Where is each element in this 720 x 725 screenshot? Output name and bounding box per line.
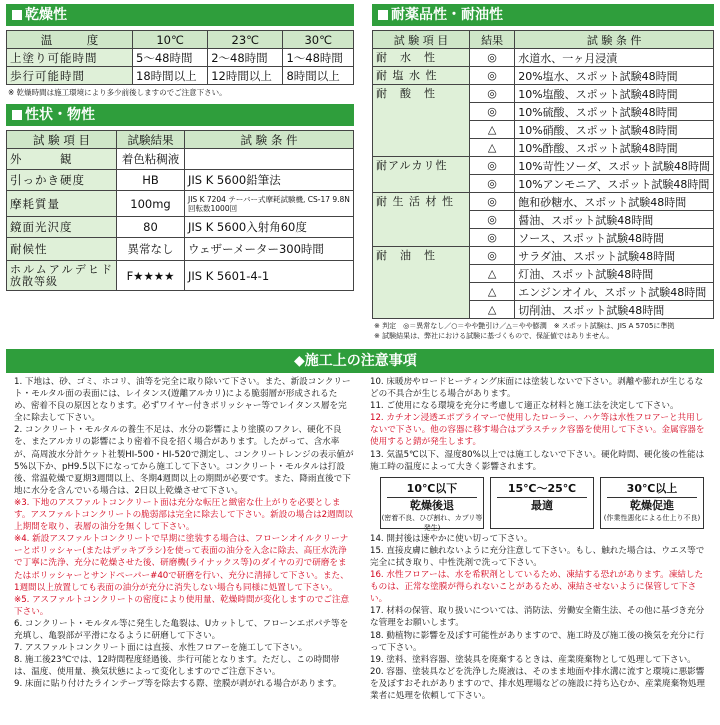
result-mark: ◎: [470, 157, 515, 175]
header-cell: 試験結果: [117, 131, 185, 149]
caution-item: ※4. 新設アスファルトコンクリートで早期に塗装する場合は、フローンオイルクリーナーとポリッシャー(またはデッキブラシ)を使って表面の油分を入念に除去、高圧水洗浄で丁寧に洗浄、充分に乾燥させた後、研磨機(ライナックス等)のダイヤの刃で研磨をまたはポリッシャーとサンドペーパー#40で研磨を行い、充分に清掃して下さい。また、1週間以上放置しても表面の油分が充分に消失しない場合も同様に処置して下さい。: [14, 534, 349, 593]
table-row: [7, 238, 354, 261]
temperature-box-temp: 10℃以下: [387, 481, 477, 498]
test-condition: ソース、スポット試験48時間: [515, 229, 714, 247]
header-cell: 30℃: [283, 31, 354, 49]
result-mark: ◎: [470, 85, 515, 103]
header-cell: 結果: [470, 31, 515, 49]
square-bullet-icon: [12, 110, 22, 120]
table-cell: 80: [117, 217, 185, 238]
row-label: 耐 塩 水 性: [373, 67, 470, 85]
chemical-title: 耐薬品性・耐油性: [391, 7, 503, 23]
temperature-box-temp: 30℃以上: [607, 481, 697, 498]
caution-item: 13. 気温5℃以下、湿度80%以上では施工しないで下さい。硬化時間、硬化後の性能は施工時の温度によって大きく影響されます。: [370, 449, 705, 472]
row-label: 耐 酸 性: [373, 85, 470, 157]
table-cell: 2～48時間: [208, 49, 283, 67]
table-row: [373, 49, 714, 67]
test-condition: 10%酢酸、スポット試験48時間: [515, 139, 714, 157]
caution-right-column: [370, 376, 710, 702]
result-mark: ◎: [470, 193, 515, 211]
temperature-box-label: 最適: [531, 498, 553, 512]
result-mark: ◎: [470, 211, 515, 229]
temperature-box-label: 乾燥促進: [630, 498, 674, 512]
square-bullet-icon: [12, 10, 22, 20]
test-condition: 飽和砂糖水、スポット試験48時間: [515, 193, 714, 211]
table-row: [7, 217, 354, 238]
test-condition: 切削油、スポット試験48時間: [515, 301, 714, 319]
caution-item: 15. 直接皮膚に触れないように充分注意して下さい。もし、触れた場合は、ウエス等で完全に拭き取り、中性洗剤で洗って下さい。: [370, 545, 705, 568]
caution-item: 8. 施工後23℃では、12時間程度経過後、歩行可能となります。ただし、この時間帯は、温度、使用量、換気状態によって変化しますのでご注意下さい。: [14, 655, 340, 678]
header-cell: 10℃: [133, 31, 208, 49]
temperature-box: [600, 477, 704, 529]
table-cell: 着色粘稠液: [117, 149, 185, 170]
temperature-box-label: 乾燥後退: [410, 498, 454, 512]
caution-item: 1. 下地は、砂、ゴミ、ホコリ、油等を完全に取り除いて下さい。また、新設コンクリート・モルタル面の表面には、レイタンス(遊離アルカリ)による脆弱層が形成されるため、密着不良の原因となります。必ずワイヤー付きポリッシャー等でレイタンス層を完全に除去して下さい。: [14, 377, 351, 424]
table-cell: 5～48時間: [133, 49, 208, 67]
temperature-box: [380, 477, 484, 532]
test-condition: 水道水、一ヶ月浸漬: [515, 49, 714, 67]
result-mark: △: [470, 139, 515, 157]
table-row: [373, 247, 714, 265]
result-mark: ◎: [470, 175, 515, 193]
chemical-note: ※ 判定 ◎＝異常なし／○＝やや艶引け／△＝やや膨潤 ※ スポット試験は、JIS A 5705に準拠: [374, 322, 675, 330]
caution-item: 12. カチオン浸透エポプライマーで使用したローラー、ハケ等は水性フロアーと共用しないで下さい。他の容器に移す場合はプラスチック容器を使用して下さい。金属容器を使用すると錆が発生します。: [370, 413, 705, 448]
chemical-note: ※ 試験結果は、弊社における試験に基づくもので、保証値ではありません。: [374, 332, 614, 340]
table-cell: 8時間以上: [283, 67, 354, 85]
table-cell: ウェザーメーター300時間: [185, 238, 354, 261]
row-label: 引っかき硬度: [7, 170, 117, 191]
left-column: [6, 4, 354, 291]
caution-body: [6, 376, 714, 722]
caution-item: 19. 塗料、塗料容器、塗装具を廃棄するときは、産業廃棄物として処理して下さい。: [370, 654, 696, 665]
table-cell: 18時間以上: [133, 67, 208, 85]
result-mark: △: [470, 121, 515, 139]
chemical-section-header: [372, 4, 714, 26]
table-row: [7, 149, 354, 170]
row-label: 耐 生 活 材 性: [373, 193, 470, 247]
caution-right-list-top: [370, 376, 710, 473]
caution-item: 14. 開封後は速やかに使い切って下さい。: [370, 533, 533, 544]
table-row: [7, 191, 354, 217]
result-mark: ◎: [470, 49, 515, 67]
table-row: [7, 261, 354, 291]
caution-item: 2. コンクリート・モルタルの養生不足は、水分の影響により塗膜のフクレ、硬化不良を、またアルカリの影響により密着不良を招く場合があります。したがって、含水率が、高周波水分計ケット社製HI-500・HI-520で測定し、コンクリートレンジの表示値が5%以下か、pH9.5以下になってから施工して下さい。コンクリート・モルタルは打設後、常温乾燥で夏期3週間以上、冬期4週間以上の期間が必要です。また、降雨直後で下地に水分を含んでいる場合は、2日以上乾燥させて下さい。: [14, 425, 354, 496]
drying-title: 乾燥性: [25, 7, 67, 23]
temperature-box-temp: 15℃～25℃: [497, 481, 587, 498]
header-cell: 試 験 条 件: [515, 31, 714, 49]
drying-section-header: [6, 4, 354, 26]
caution-item: ※5. アスファルトコンクリートの密度により使用量、乾燥時間が変化しますのでご注意下さい。: [14, 594, 350, 617]
row-label: 外 観: [7, 149, 117, 170]
result-mark: ◎: [470, 103, 515, 121]
table-row: [7, 170, 354, 191]
test-condition: 10%アンモニア、スポット試験48時間: [515, 175, 714, 193]
table-cell: JIS K 5601-4-1: [185, 261, 354, 291]
table-header-row: [373, 31, 714, 49]
test-condition: 10%塩酸、スポット試験48時間: [515, 85, 714, 103]
header-cell: 温 度: [7, 31, 133, 49]
table-cell: HB: [117, 170, 185, 191]
caution-item: ※3. 下地のアスファルトコンクリート面は充分な転圧と緻密な仕上がりを必要とします。アスファルトコンクリートの脆弱部は完全に除去して下さい。新設の場合は2週間以上期間を取り、表層の油分を無くして下さい。: [14, 497, 353, 533]
result-mark: △: [470, 301, 515, 319]
table-header-row: [7, 31, 354, 49]
row-label: 耐アルカリ性: [373, 157, 470, 193]
caution-section-header: ◆施工上の注意事項: [6, 349, 714, 373]
table-cell: 異常なし: [117, 238, 185, 261]
caution-right-list-bottom: [370, 533, 710, 702]
table-row: [373, 157, 714, 175]
test-condition: サラダ油、スポット試験48時間: [515, 247, 714, 265]
row-label: 鏡面光沢度: [7, 217, 117, 238]
row-label: ホルムアルデヒド放散等級: [7, 261, 117, 291]
drying-note: ※ 乾燥時間は施工環境により多少前後しますのでご注意下さい。: [8, 88, 227, 97]
properties-section-header: [6, 104, 354, 126]
row-label: 摩耗質量: [7, 191, 117, 217]
table-row: [373, 193, 714, 211]
properties-table: [6, 130, 354, 291]
result-mark: △: [470, 283, 515, 301]
test-condition: 10%硝酸、スポット試験48時間: [515, 121, 714, 139]
header-cell: 試 験 条 件: [185, 131, 354, 149]
table-cell: JIS K 5600鉛筆法: [185, 170, 354, 191]
table-cell: 12時間以上: [208, 67, 283, 85]
result-mark: △: [470, 265, 515, 283]
result-mark: ◎: [470, 229, 515, 247]
test-condition: 10%苛性ソーダ、スポット試験48時間: [515, 157, 714, 175]
test-condition: 灯油、スポット試験48時間: [515, 265, 714, 283]
header-cell: 23℃: [208, 31, 283, 49]
test-condition: 20%塩水、スポット試験48時間: [515, 67, 714, 85]
table-cell: [185, 149, 354, 170]
result-mark: ◎: [470, 247, 515, 265]
result-mark: ◎: [470, 67, 515, 85]
drying-table: [6, 30, 354, 85]
test-condition: 10%硫酸、スポット試験48時間: [515, 103, 714, 121]
caution-item: 10. 床暖房やロードヒーティング床面には塗装しないで下さい。剥離や膨れが生じるなどの不具合が生じる場合があります。: [370, 377, 704, 400]
temperature-box: [490, 477, 594, 529]
caution-item: 18. 動植物に影響を及ぼす可能性がありますので、施工時及び施工後の換気を充分に行って下さい。: [370, 630, 705, 653]
table-cell: JIS K 7204 テーバー式摩耗試験機, CS-17 9.8N 回転数1000回: [185, 191, 354, 217]
table-row: [373, 85, 714, 103]
table-header-row: [7, 131, 354, 149]
square-bullet-icon: [378, 10, 388, 20]
row-label: 耐 水 性: [373, 49, 470, 67]
chemical-table: [372, 30, 714, 319]
test-condition: エンジンオイル、スポット試験48時間: [515, 283, 714, 301]
header-cell: 試 験 項 目: [7, 131, 117, 149]
caution-item: 9. 床面に貼り付けたラインテープ等を除去する際、塗膜が剥がれる場合があります。: [14, 679, 342, 690]
table-cell: 100mg: [117, 191, 185, 217]
row-label: 歩行可能時間: [7, 67, 133, 85]
row-label: 耐候性: [7, 238, 117, 261]
temperature-box-sub: (密着不良、ひび割れ、カブリ等発生): [381, 513, 483, 532]
caution-item: 20. 容器、塗装具などを洗浄した廃液は、そのまま地面や排水溝に流すと環境に悪影響を及ぼすおそれがありますので、排水処理場などの施設に持ち込むか、産業廃棄物処理業者に処理を依頼して下さい。: [370, 666, 705, 701]
header-cell: 試 験 項 目: [373, 31, 470, 49]
row-label: 耐 油 性: [373, 247, 470, 319]
table-cell: 1～48時間: [283, 49, 354, 67]
table-row: [7, 67, 354, 85]
temperature-box-sub: (作業性悪化による仕上り不良): [603, 513, 701, 522]
row-label: 上塗り可能時間: [7, 49, 133, 67]
temperature-guide: [380, 477, 710, 532]
caution-item: 16. 水性フロアーは、水を希釈剤としているため、凍結する恐れがあります。凍結したものは、正常な塗膜が得られないことがあるため、凍結させないように保管して下さい。: [370, 570, 704, 605]
properties-title: 性状・物性: [25, 107, 95, 123]
test-condition: 醤油、スポット試験48時間: [515, 211, 714, 229]
caution-item: 7. アスファルトコンクリート面には直接、水性フロアーを施工して下さい。: [14, 643, 308, 654]
caution-item: 11. ご使用になる環境を充分に考慮して適正な材料と施工法を決定して下さい。: [370, 401, 679, 412]
caution-item: 6. コンクリート・モルタル等に発生した亀裂は、Uカットして、フローンエポパテ等を充填し、亀裂部が平滑になるように研磨して下さい。: [14, 618, 349, 641]
caution-item: 17. 材料の保管、取り扱いについては、消防法、労働安全衛生法、その他に基づき充分な管理をお願いします。: [370, 606, 705, 629]
table-cell: F★★★★: [117, 261, 185, 291]
right-column: [372, 4, 714, 341]
table-cell: JIS K 5600入射角60度: [185, 217, 354, 238]
table-row: [7, 49, 354, 67]
table-row: [373, 67, 714, 85]
caution-left-column: [14, 376, 354, 690]
